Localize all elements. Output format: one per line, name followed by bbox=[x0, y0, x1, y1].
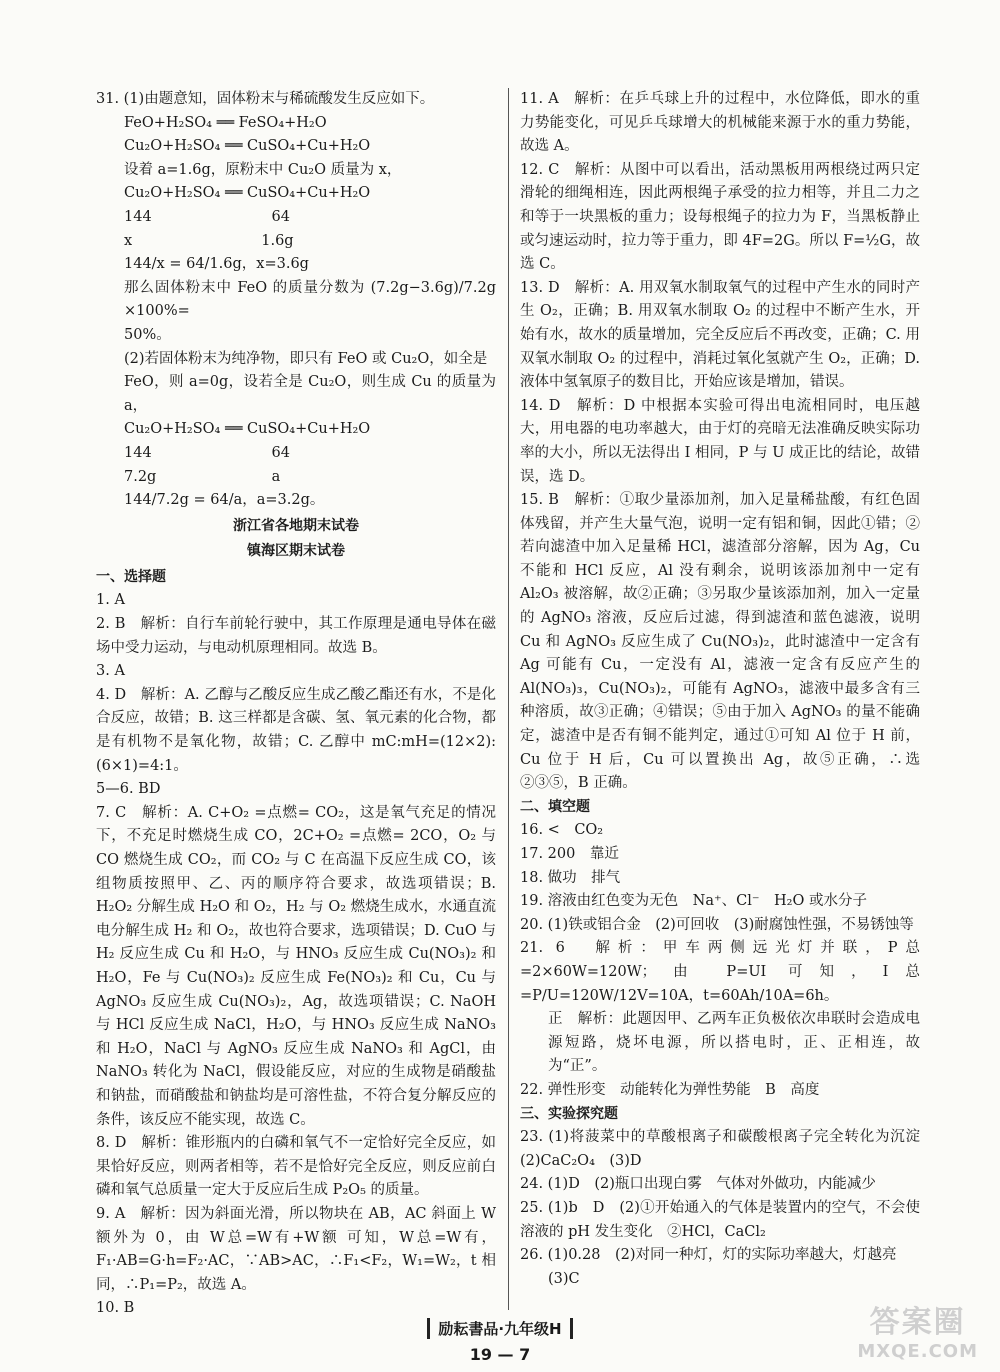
answer-item: 21. 6 解析：甲车两侧远光灯并联，P总=2×60W=120W；由 P=UI 可知，I总=P/U=120W/12V=10A，t=60Ah/10A=6h。 bbox=[520, 940, 920, 1004]
answer-item: 11. A 解析：在乒乓球上升的过程中，水位降低，即水的重力势能变化，可见乒乓球增大的机械能来源于水的重力势能，故选 A。 bbox=[520, 91, 920, 155]
answer-item: 8. D 解析：锥形瓶内的白磷和氧气不一定恰好完全反应，如果恰好反应，则两者相等，若不是恰好完全反应，则反应前白磷和氧气总质量一定大于反应后生成 P₂O₅ 的质量。 bbox=[96, 1135, 496, 1199]
text-line: 144 64 bbox=[124, 208, 290, 225]
equation: 144/7.2g = 64/a，a=3.2g。 bbox=[124, 492, 325, 509]
part-heading: 一、选择题 bbox=[96, 568, 166, 585]
answer-item: 1. A bbox=[96, 592, 125, 609]
answer-item: 18. 做功 排气 bbox=[520, 869, 621, 886]
section-subtitle: 镇海区期末试卷 bbox=[247, 543, 345, 560]
answer-item: 26. (1)0.28 (2)对同一种灯，灯的实际功率越大，灯越亮 bbox=[520, 1247, 897, 1264]
answer-item: 13. D 解析：A. 用双氧水制取氧气的过程中产生水的同时产生 O₂，正确；B. 用双氧水制取 O₂ 的过程中不断产生水，开始有水，故水的质量增加，完全反应后不再改变，正确；C. 用双氧水制取 O₂ 的过程中，消耗过氧化氢就产生 O₂，正确；D. 液体中氢氧原子的数目比，开始应该是增加，错误。 bbox=[520, 279, 920, 391]
equation: Cu₂O+H₂SO₄ ══ CuSO₄+Cu+H₂O bbox=[124, 185, 371, 202]
part-heading: 二、填空题 bbox=[520, 798, 590, 815]
answer-item: 9. A 解析：因为斜面光滑，所以物块在 AB，AC 斜面上 W额外为 0，由 W总=W有+W额 可知，W总=W有，F₁·AB=G·h=F₂·AC，∵AB>AC，∴F₁<F₂，W₁=W₂，t 相同，∴P₁=P₂，故选 A。 bbox=[96, 1205, 496, 1293]
text-line: 设着 a=1.6g，原粉末中 Cu₂O 质量为 x， bbox=[124, 161, 402, 178]
answer-item: 5—6. BD bbox=[96, 781, 161, 798]
answer-item: 25. (1)b D (2)①开始通入的气体是装置内的空气，不会使溶液的 pH 发生变化 ②HCl，CaCl₂ bbox=[520, 1199, 920, 1240]
answer-item: 16. < CO₂ bbox=[520, 822, 604, 839]
answer-item: 15. B 解析：①取少量添加剂，加入足量稀盐酸，有红色固体残留，并产生大量气泡，说明一定有铝和铜，因此①错；②若向滤渣中加入足量稀 HCl，滤渣部分溶解，因为 Ag，Cu 不能和 HCl 反应，Al 没有剩余，说明该添加剂中一定有 Al₂O₃ 被溶解，故②正确；③另取少量该添加剂，加入一定量的 AgNO₃ 溶液，反应后过滤，得到滤渣和蓝色滤液，说明 Cu 和 AgNO₃ 反应生成了 Cu(NO₃)₂，此时滤渣中一定含有 Ag 可能有 Cu，一定没有 Al，滤液一定含有反应产生的 Al(NO₃)₃，Cu(NO₃)₂，可能有 AgNO₃，滤液中最多含有三种溶质，故③正确；④错误；⑤由于加入 AgNO₃ 的量不能确定，滤渣中是否有铜不能判定，通过①可知 Al 位于 H 前，Cu 位于 H 后，Cu 可以置换出 Ag，故⑤正确，∴选②③⑤，B 正确。 bbox=[520, 492, 920, 792]
text-line: (2)若固体粉末为纯净物，即只有 FeO 或 Cu₂O，如全是 bbox=[124, 350, 488, 367]
watermark bbox=[857, 1297, 978, 1362]
equation: 144/x = 64/1.6g，x=3.6g bbox=[124, 256, 309, 273]
text-line: FeO，则 a=0g，设若全是 Cu₂O，则生成 Cu 的质量为 a， bbox=[124, 374, 496, 414]
text-line: 50%。 bbox=[124, 326, 171, 343]
answer-item: 正 解析：此题因甲、乙两车正负极依次串联时会造成电源短路，烧坏电源，所以搭电时，正、正相连，故为“正”。 bbox=[548, 1011, 920, 1075]
text-line: 7.2g a bbox=[124, 468, 281, 485]
equation: Cu₂O+H₂SO₄ ══ CuSO₄+Cu+H₂O bbox=[124, 421, 371, 438]
section-title: 浙江省各地期末试卷 bbox=[233, 517, 359, 534]
left-column bbox=[96, 88, 496, 1321]
text-line: 那么固体粉末中 FeO 的质量分数为 (7.2g−3.6g)/7.2g ×100%= bbox=[124, 279, 496, 320]
answer-item: 3. A bbox=[96, 663, 125, 680]
answer-item: 12. C 解析：从图中可以看出，活动黑板用两根绕过两只定滑轮的细绳相连，因此两根绳子承受的拉力相等，并且二力之和等于一块黑板的重力；设每根绳子的拉力为 F，当黑板静止或匀速运动时，拉力等于重力，即 4F=2G。所以 F=½G，故选 C。 bbox=[520, 161, 920, 273]
equation: Cu₂O+H₂SO₄ ══ CuSO₄+Cu+H₂O bbox=[124, 138, 371, 155]
right-column bbox=[520, 88, 935, 1291]
part-heading: 三、实验探究题 bbox=[520, 1105, 618, 1122]
answer-item: 10. B bbox=[96, 1300, 135, 1317]
column-divider bbox=[508, 88, 509, 1310]
answer-item: 4. D 解析：A. 乙醇与乙酸反应生成乙酸乙酯还有水，不是化合反应，故错；B. 这三样都是含碳、氢、氧元素的化合物，都是有机物不是氧化物，故错；C. 乙醇中 mC:mH=(12×2):(6×1)=4:1。 bbox=[96, 686, 496, 774]
text-line: 144 64 bbox=[124, 444, 290, 461]
text-line: x 1.6g bbox=[124, 232, 294, 249]
watermark-url: MXQE.COM bbox=[857, 1341, 978, 1362]
watermark-text: 答案圈 bbox=[869, 1305, 966, 1340]
answer-item: 14. D 解析：D 中根据本实验可得出电流相同时，电压越大，用电器的电功率越大，由于灯的亮暗无法准确反映实际功率的大小，所以无法得出 I 相同，P 与 U 成正比的结论，故错误，选 D。 bbox=[520, 397, 920, 485]
answer-item: 20. (1)铁或铝合金 (2)可回收 (3)耐腐蚀性强，不易锈蚀等 bbox=[520, 916, 914, 933]
brand-logo: 励耘書品·九年级H bbox=[427, 1318, 572, 1339]
equation: FeO+H₂SO₄ ══ FeSO₄+H₂O bbox=[124, 114, 327, 131]
answer-item: 7. C 解析：A. C+O₂ =点燃= CO₂，这是氧气充足的情况下，不充足时燃烧生成 CO，2C+O₂ =点燃= 2CO，O₂ 与 CO 燃烧生成 CO₂，而 CO₂ 与 C 在高温下反应生成 CO，该组物质按照甲、乙、丙的顺序符合要求，故选项错误；B. H₂O₂ 分解生成 H₂O 和 O₂，H₂ 与 O₂ 燃烧生成水，水通直流电分解生成 H₂ 和 O₂，故也符合要求，选项错误；D. CuO 与 H₂ 反应生成 Cu 和 H₂O，与 HNO₃ 反应生成 Cu(NO₃)₂ 和 H₂O，Fe 与 Cu(NO₃)₂ 反应生成 Fe(NO₃)₂ 和 Cu，Cu 与 AgNO₃ 反应生成 Cu(NO₃)₂，Ag，故选项错误；C. NaOH 与 HCl 反应生成 NaCl，H₂O，与 HNO₃ 反应生成 NaNO₃ 和 H₂O，NaCl 与 AgNO₃ 反应生成 NaNO₃ 和 AgCl，由 NaNO₃ 转化为 NaCl，假设能反应，对应的生成物是硝酸盐和钠盐，而硝酸盐和钠盐均是可溶性盐，不符合复分解反应的条件，该反应不能实现，故选 C。 bbox=[96, 804, 496, 1128]
answer-item: 23. (1)将菠菜中的草酸根离子和碳酸根离子完全转化为沉淀 (2)CaC₂O₄ (3)D bbox=[520, 1129, 935, 1169]
answer-item: 24. (1)D (2)瓶口出现白雾 气体对外做功，内能减少 bbox=[520, 1176, 876, 1193]
answer-item: 19. 溶液由红色变为无色 Na⁺、Cl⁻ H₂O 或水分子 bbox=[520, 893, 867, 910]
text-line: 31. (1)由题意知，固体粉末与稀硫酸发生反应如下。 bbox=[96, 91, 435, 107]
answer-item: 17. 200 靠近 bbox=[520, 846, 619, 862]
answer-item: 2. B 解析：自行车前轮行驶中，其工作原理是通电导体在磁场中受力运动，与电动机原理相同。故选 B。 bbox=[96, 616, 496, 656]
answer-item: 22. 弹性形变 动能转化为弹性势能 B 高度 bbox=[520, 1081, 820, 1098]
page-footer bbox=[0, 1318, 1000, 1364]
answer-item: (3)C bbox=[548, 1270, 580, 1287]
page-number: 19 — 7 bbox=[469, 1345, 531, 1364]
